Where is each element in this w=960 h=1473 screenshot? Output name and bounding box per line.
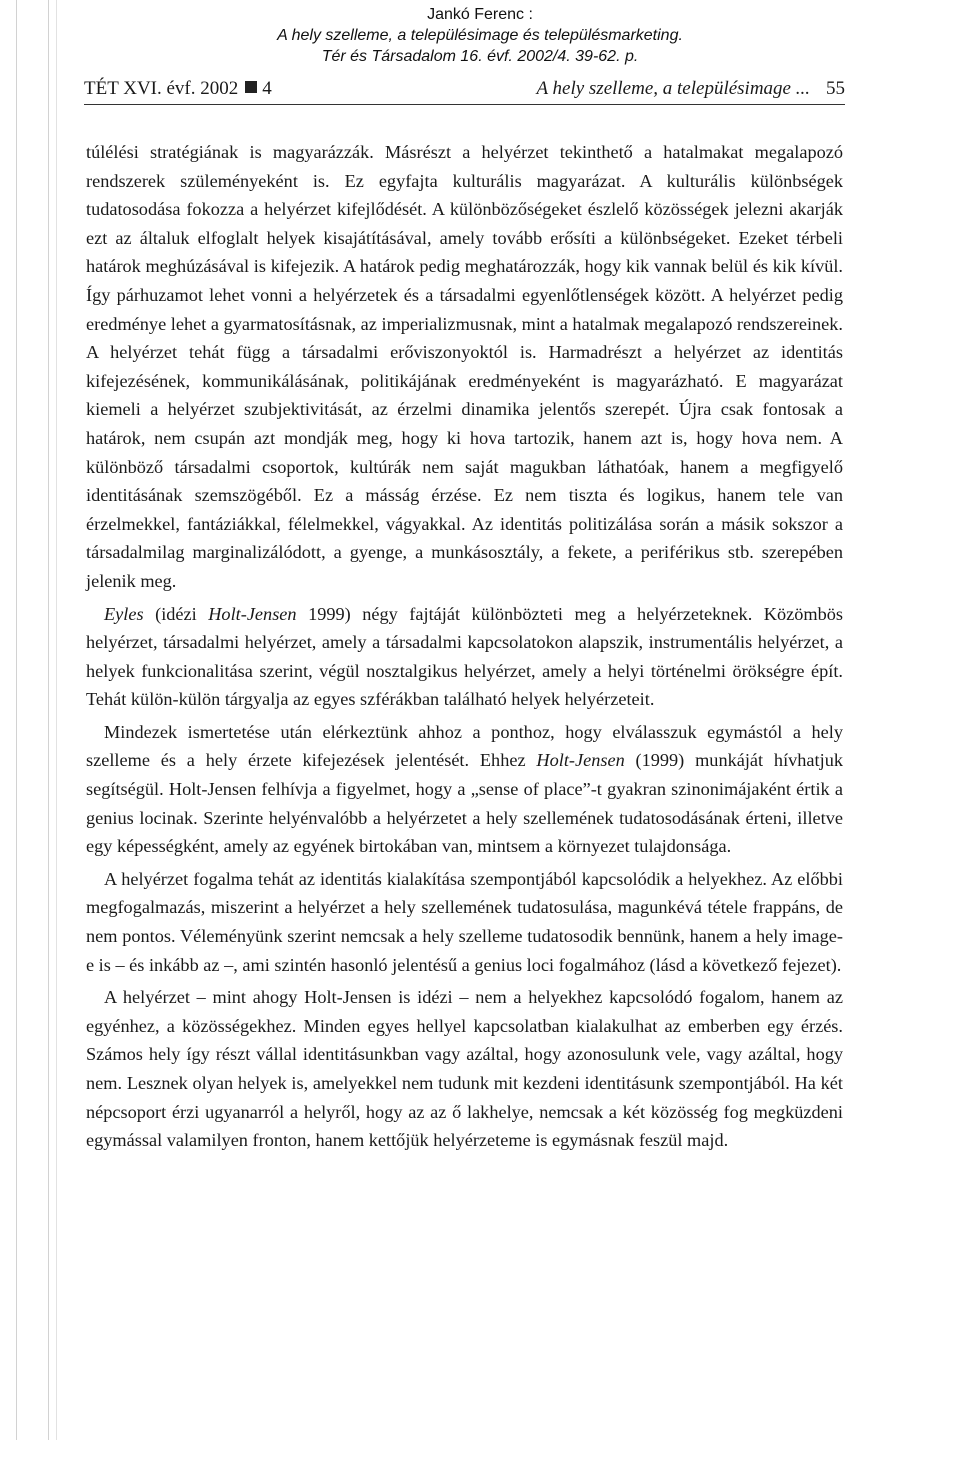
italic-reference: Eyles (104, 603, 144, 624)
paragraph-text: A helyérzet fogalma tehát az identitás kialakítása szempontjából kapcsolódik a helyekhez. Az előbbi megfogalmazás, miszerint a helyérzet a hely szellemének tudatosulása, magunkévá tétele frappáns, de nem pontos. Véleményünk szerint nemcsak a hely szelleme tudatosodik bennünk, hanem a hely image-e is – és inkább az –, ami szintén hasonló jelentésű a genius loci fogalmához (lásd a következő fejezet). (86, 868, 843, 975)
page-number: 55 (826, 78, 845, 99)
paragraph-text: 1999) négy fajtáját különbözteti meg a helyérzeteknek. Közömbös helyérzet, társadalmi helyérzet, amely a társadalmi kapcsolatokon alapszik, instrumentális helyérzet, a helyek funkcionalitása szerint, végül nosztalgikus helyérzet, amely a helyi történelmi örökségre épít. Tehát külön-külön tárgyalja az egyes szférákban található helyek helyérzeteit. (86, 603, 843, 710)
italic-reference: Holt-Jensen (536, 750, 625, 771)
journal-name: TÉT XVI. évf. 2002 (84, 78, 239, 99)
paragraph-text: (idézi (143, 603, 209, 624)
running-head (84, 74, 845, 105)
black-square-icon (245, 81, 257, 93)
running-head-left (84, 74, 272, 104)
article-body (86, 138, 843, 1155)
scan-edge-line (48, 0, 49, 1440)
citation-source: Tér és Társadalom 16. évf. 2002/4. 39-62. p. (321, 48, 639, 65)
paragraph (86, 138, 843, 596)
scan-edge-line (56, 0, 57, 1440)
paragraph (86, 600, 843, 714)
issue-number: 4 (262, 78, 272, 99)
citation-header (0, 4, 960, 67)
running-head-right (537, 74, 846, 104)
citation-author: Jankó Ferenc : (427, 6, 533, 23)
paragraph (86, 718, 843, 861)
paragraph-text: (1999) munkáját hívhatjuk segítségül. Holt-Jensen felhívja a figyelmet, hogy a „sense of place”-t gyakran szinonimájaként értik a genius locinak. Szerinte helyénvalóbb a helyérzetet a hely szellemének tudatosodásának érteni, illetve egy képességként, amely az egyének birtokában van, mintsem a környezet tulajdonsága. (86, 750, 843, 857)
paragraph (86, 983, 843, 1155)
running-title: A hely szelleme, a településimage ... (536, 78, 810, 99)
scan-edge-line (16, 0, 17, 1440)
citation-title: A hely szelleme, a településimage és településmarketing. (277, 27, 683, 44)
paragraph-text: A helyérzet – mint ahogy Holt-Jensen is idézi – nem a helyekhez kapcsolódó fogalom, hanem az egyénhez, a közösségekhez. Minden egyes hellyel kapcsolatban kialakulhat az emberben egy érzés. Számos hely így részt vállal identitásunkban vagy azáltal, hogy azonosulunk vele, vagy azáltal, hogy nem. Lesznek olyan helyek is, amelyekkel nem tudunk mit kezdeni identitásunk szempontjából. Ha két népcsoport érzi ugyanarról a helyről, hogy az az ő lakhelye, nemcsak a két közösség fog megküzdeni egymással valamilyen fronton, hanem kettőjük helyérzeteme is egymásnak feszül majd. (86, 987, 843, 1151)
paragraph-text: Mindezek ismertetése után elérkeztünk ahhoz a ponthoz, hogy elválasszuk egymástól a hely szelleme és a hely érzete kifejezések jelentését. Ehhez (86, 721, 843, 771)
paragraph (86, 865, 843, 979)
paragraph-text: túlélési stratégiának is magyarázzák. Másrészt a helyérzet tekinthető a hatalmakat megalapozó rendszerek szüleményeként is. Ez egyfajta kulturális magyarázat. A kulturális különbségek tudatosodása fokozza a helyérzet kifejlődését. A különbözőségeket észlelő közösségek jelezni akarják ezt az általuk elfoglalt helyek kisajátításával, amely tovább erősíti a különbségeket. Ezeket térbeli határok meghúzásával is kifejezik. A határok pedig meghatározzák, hogy kik vannak belül és kik kívül. Így párhuzamot lehet vonni a helyérzetek és a társadalmi egyenlőtlenségek között. A helyérzet pedig eredménye lehet a gyarmatosításnak, az imperializmusnak, mint a hatalmak megalapozó rendszereinek. A helyérzet tehát függ a társadalmi erőviszonyoktól is. Harmadrészt a helyérzet az identitás kifejezésének, kommunikálásának, politikájának eredményeként is magyarázható. E magyarázat kiemeli a helyérzet szubjektivitását, az érzelmi dinamika jelentős szerepét. Újra csak fontosak a határok, nem csupán azt mondják meg, hogy ki hova tartozik, hanem azt is, hogy hova nem. A különböző társadalmi csoportok, kultúrák nem saját magukban láthatóak, hanem a megfigyelő identitásának szemszögéből. Ez a másság érzése. Ez nem tiszta és logikus, hanem tele van érzelmekkel, fantáziákkal, félelmekkel, vágyakkal. Az identitás politizálása során a másik sokszor a társadalmilag marginalizálódott, a gyenge, a munkásosztály, a fekete, a periférikus stb. szerepében jelenik meg. (86, 142, 843, 591)
italic-reference: Holt-Jensen (208, 603, 297, 624)
